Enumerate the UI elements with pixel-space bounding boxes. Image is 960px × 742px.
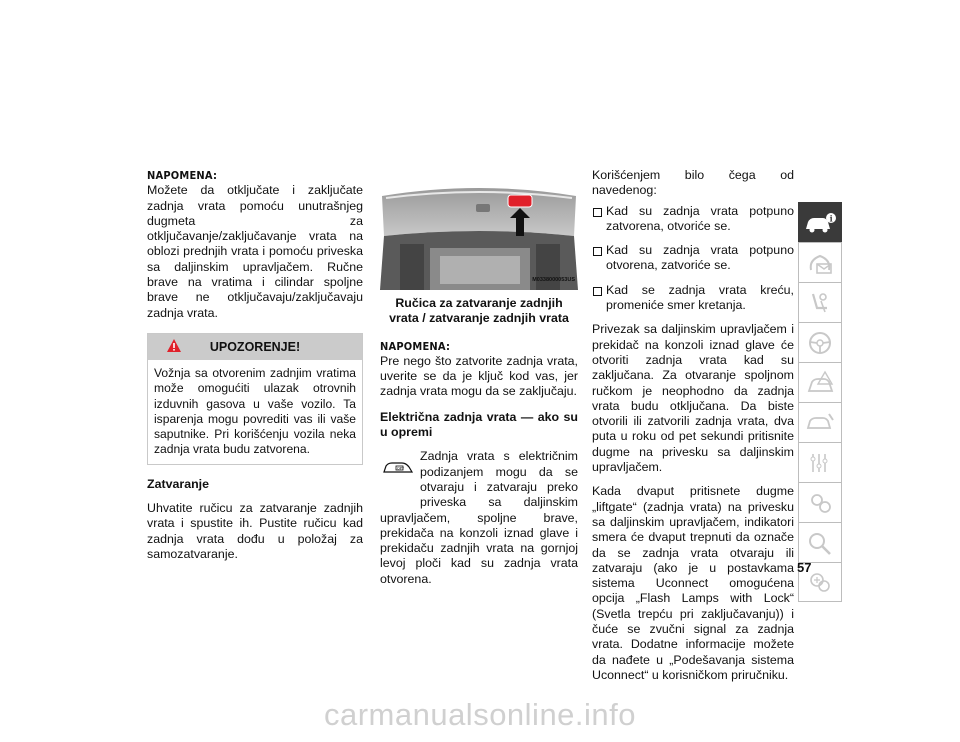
envelope-icon <box>805 250 835 276</box>
seat-icon <box>805 290 835 316</box>
tab-driving[interactable] <box>798 322 842 362</box>
warning-text: Vožnja sa otvorenim zadnjim vratima može omogućiti ulazak otrovnih izduvnih gasova u vaše vozilo. Ta isparenja mogu povrediti vas ili vaše saputnike. Pri korišćenju vozila neka zadnja vrata budu zatvorena. <box>154 365 356 457</box>
warning-triangle-icon <box>166 338 182 353</box>
tab-index[interactable] <box>798 522 842 562</box>
closing-heading: Zatvaranje <box>147 476 209 491</box>
list-intro: Korišćenjem bilo čega od navedenog: <box>592 168 794 198</box>
list-item: Kad se zadnja vrata kreću, promeniće smer kretanja. <box>592 283 794 314</box>
warning-box <box>147 333 363 465</box>
note-text-2: Pre nego što zatvorite zadnja vrata, uverite se da je ključ kod vas, jer zadnja vrata mogu da se zaključaju. <box>380 353 578 399</box>
tab-emergency[interactable] <box>798 362 842 402</box>
note-text: Možete da otključate i zaključate zadnja vrata pomoću unutrašnjeg dugmeta za otključavanje/zaključavanje vrata na oblozi prednjih vrata i pomoću priveska sa daljinskim upravljačem. Ručne brave na vratima i cilindar spoljne brave ne otključavaju/zaključavaju zadnja vrata. <box>147 183 363 320</box>
steering-wheel-icon <box>805 330 835 356</box>
language-icon <box>805 490 835 516</box>
image-code: M0338000053US <box>532 276 575 283</box>
chapter-tabs <box>798 202 842 602</box>
closing-text: Uhvatite ručicu za zatvaranje zadnjih vrata i spustite ih. Pustite ručicu kad zadnja vrata dođu u položaj za samozatvaranje. <box>147 501 363 561</box>
tab-servicing[interactable] <box>798 402 842 442</box>
right-column <box>592 168 794 692</box>
page-number: 57 <box>797 560 812 575</box>
power-liftgate-text: Zadnja vrata s električnim podizanjem mogu da se otvaraju i zatvaraju preko priveska sa daljinskim upravljačem, spoljne brave, prekidača na konzoli iznad glave i prekidaču zadnjih vrata na gornjoj levoj ploči kad su zadnja vrata otvorena. <box>380 449 578 586</box>
list-item: Kad su zadnja vrata potpuno otvorena, zatvoriće se. <box>592 243 794 274</box>
warning-header <box>148 334 362 360</box>
search-icon <box>805 530 835 556</box>
watermark: carmanualsonline.info <box>323 697 637 732</box>
car-service-icon <box>805 410 835 436</box>
liftgate-photo <box>380 186 578 290</box>
car-info-icon <box>803 212 837 234</box>
figure-caption: Ručica za zatvaranje zadnjih vrata / zatvaranje zadnjih vrata <box>389 296 569 326</box>
tab-specs[interactable] <box>798 442 842 482</box>
tab-instruments[interactable] <box>798 242 842 282</box>
power-liftgate-heading: Električna zadnja vrata — ako su u opremi <box>380 409 578 440</box>
checkbox-list <box>592 204 794 314</box>
power-liftgate-section <box>380 449 578 587</box>
tab-safety[interactable] <box>798 282 842 322</box>
list-item: Kad su zadnja vrata potpuno zatvorena, otvoriće se. <box>592 204 794 235</box>
warning-car-icon <box>805 370 835 396</box>
middle-column <box>380 186 578 587</box>
optional-equipment-icon <box>380 449 416 499</box>
tab-car-info[interactable] <box>798 202 842 242</box>
paragraph-remote: Privezak sa daljinskim upravljačem i prekidač na konzoli iznad glave će otvoriti zadnja vrata kad su zaključana. Za otvaranje spoljnom ručkom je neophodno da zadnja vrata budu otključana. Da biste otvorili ili zatvorili zadnja vrata, dva puta u roku od pet sekundi pritisnite dugme na privesku sa daljinskim upravljačem. <box>592 322 794 475</box>
warning-title: UPOZORENJE! <box>209 339 301 354</box>
paragraph-liftgate-button: Kada dvaput pritisnete dugme „liftgate“ (zadnja vrata) na privesku sa daljinskim upravljačem, indikatori smera će dvaput trepnuti da označe da se zadnja vrata otvaraju ili zatvaraju (ako je u postavkama sistema Uconnect omogućena opcija „Flash Lamps with Lock“ (Svetla trepću pri zaključavanju)) i čuće se zvučni signal za zadnja vrata. Dodatne informacije možete da nađete u „Podešavanja sistema Uconnect“ u korisničkom priručniku. <box>592 484 794 682</box>
tab-multimedia[interactable] <box>798 482 842 522</box>
note-label-2: NAPOMENA: <box>380 339 451 353</box>
note-label: NAPOMENA: <box>147 169 218 182</box>
svg-text:i: i <box>829 213 833 223</box>
svg-text:OPT: OPT <box>397 466 405 471</box>
left-column <box>147 168 363 571</box>
wrench-icon <box>805 450 835 476</box>
